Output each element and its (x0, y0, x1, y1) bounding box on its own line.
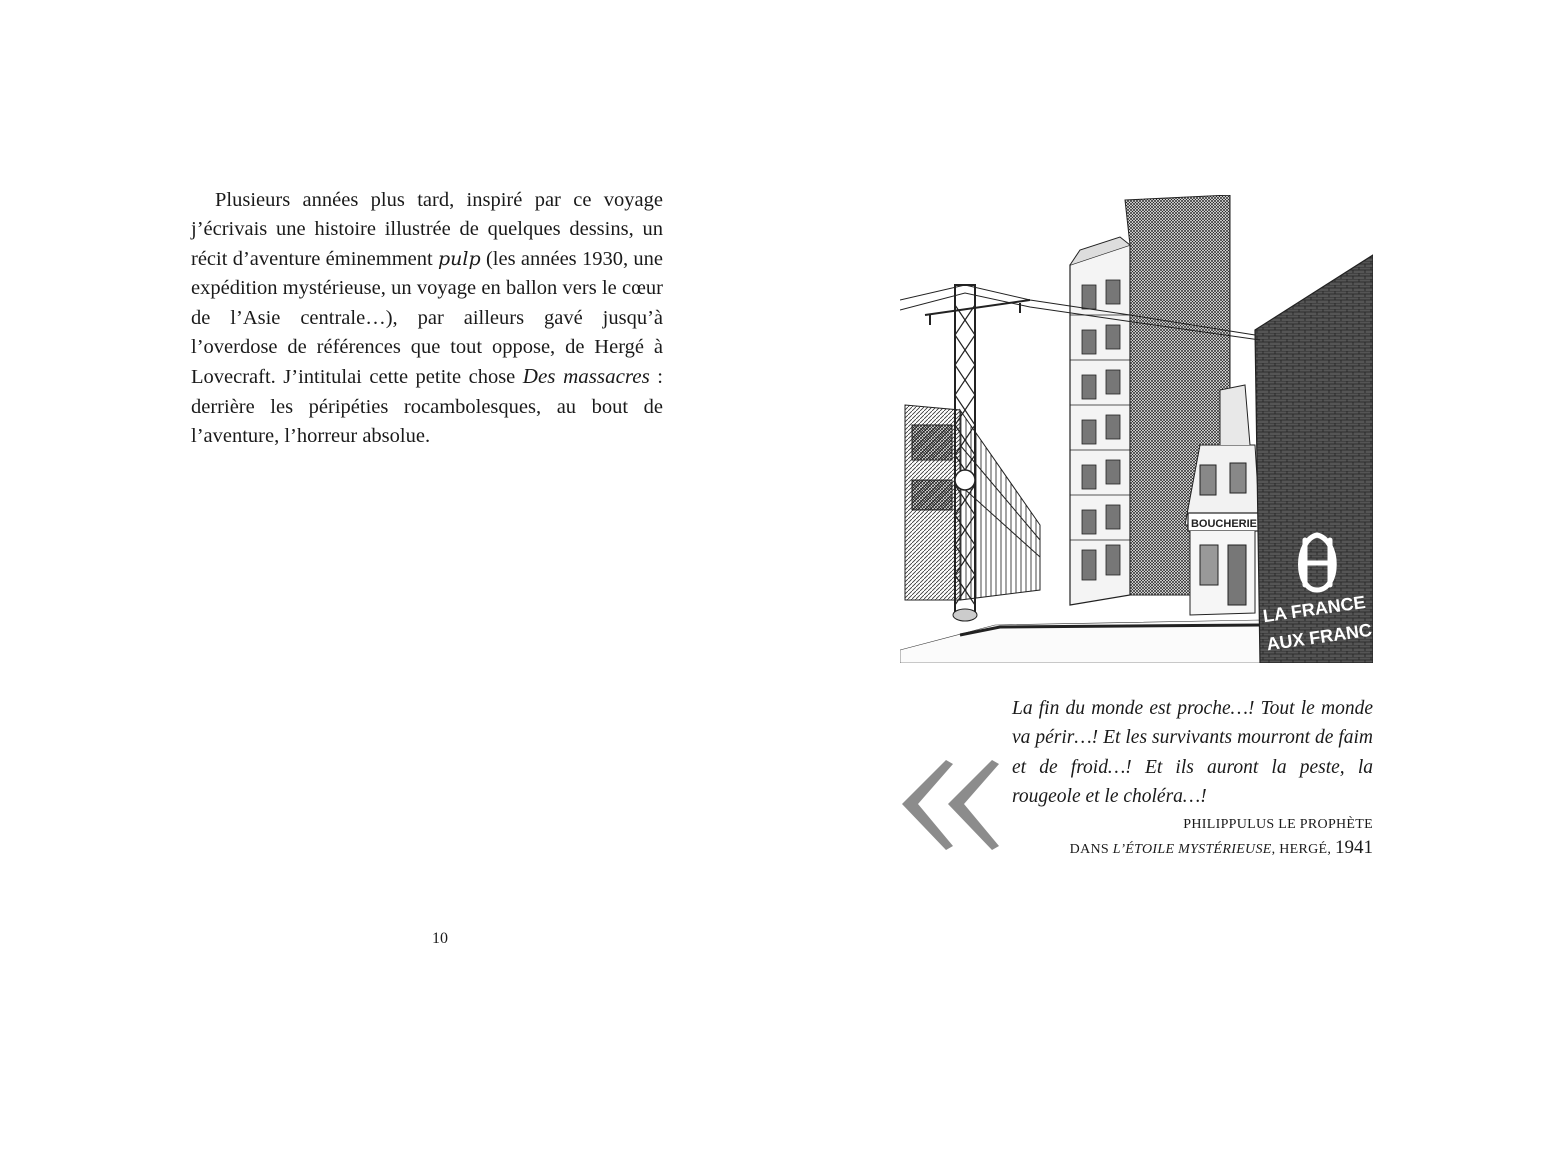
quote-mark-icon (898, 758, 1002, 852)
graffiti-line-2: AUX FRANC (1265, 619, 1373, 655)
attribution-author: , HERGÉ, (1271, 841, 1335, 857)
book-title-des-massacres: Des massacres (522, 364, 650, 389)
pulp-word: pulp (438, 247, 481, 270)
attribution-source (1012, 836, 1373, 862)
left-page (191, 186, 663, 452)
quote-attribution (1012, 814, 1373, 862)
attribution-speaker: PHILIPPULUS LE PROPHÈTE (1183, 816, 1373, 832)
shop-sign-text: BOUCHERIE (1190, 518, 1258, 530)
page-number: 10 (432, 930, 448, 947)
quote-text: La fin du monde est proche…! Tout le monde va périr…! Et les survivants mourront de faim et de froid…! Et ils auront la peste, la rougeole et le choléra…! (1012, 698, 1373, 808)
attribution-work-title: L’ÉTOILE MYSTÉRIEUSE (1112, 841, 1272, 857)
paragraph-part-3: : derrière les péripéties rocambolesques, au bout de l’aventure, l’horreur absolue. (191, 366, 663, 448)
paragraph-part-2: (les années 1930, une expédition mystérieuse, un voyage en ballon vers le cœur de l’Asie centrale…), par ailleurs gavé jusqu’à l’overdose de références que tout oppose, de Hergé à Lovecraft. J’intitulai cette petite chose (191, 247, 663, 389)
attribution-year: 1941 (1335, 836, 1373, 858)
body-paragraph (191, 186, 663, 452)
street-illustration (900, 195, 1373, 663)
attribution-dans: DANS (1069, 841, 1113, 857)
brick-wall (1255, 255, 1373, 663)
graffiti-line-1: LA FRANCE (1261, 591, 1367, 627)
quote-block (1012, 694, 1373, 862)
paragraph-part-1: Plusieurs années plus tard, inspiré par ce voyage j’écrivais une histoire illustrée de quelques dessins, un récit d’aventure éminemment (191, 189, 663, 270)
street-drawing-svg (900, 195, 1373, 663)
